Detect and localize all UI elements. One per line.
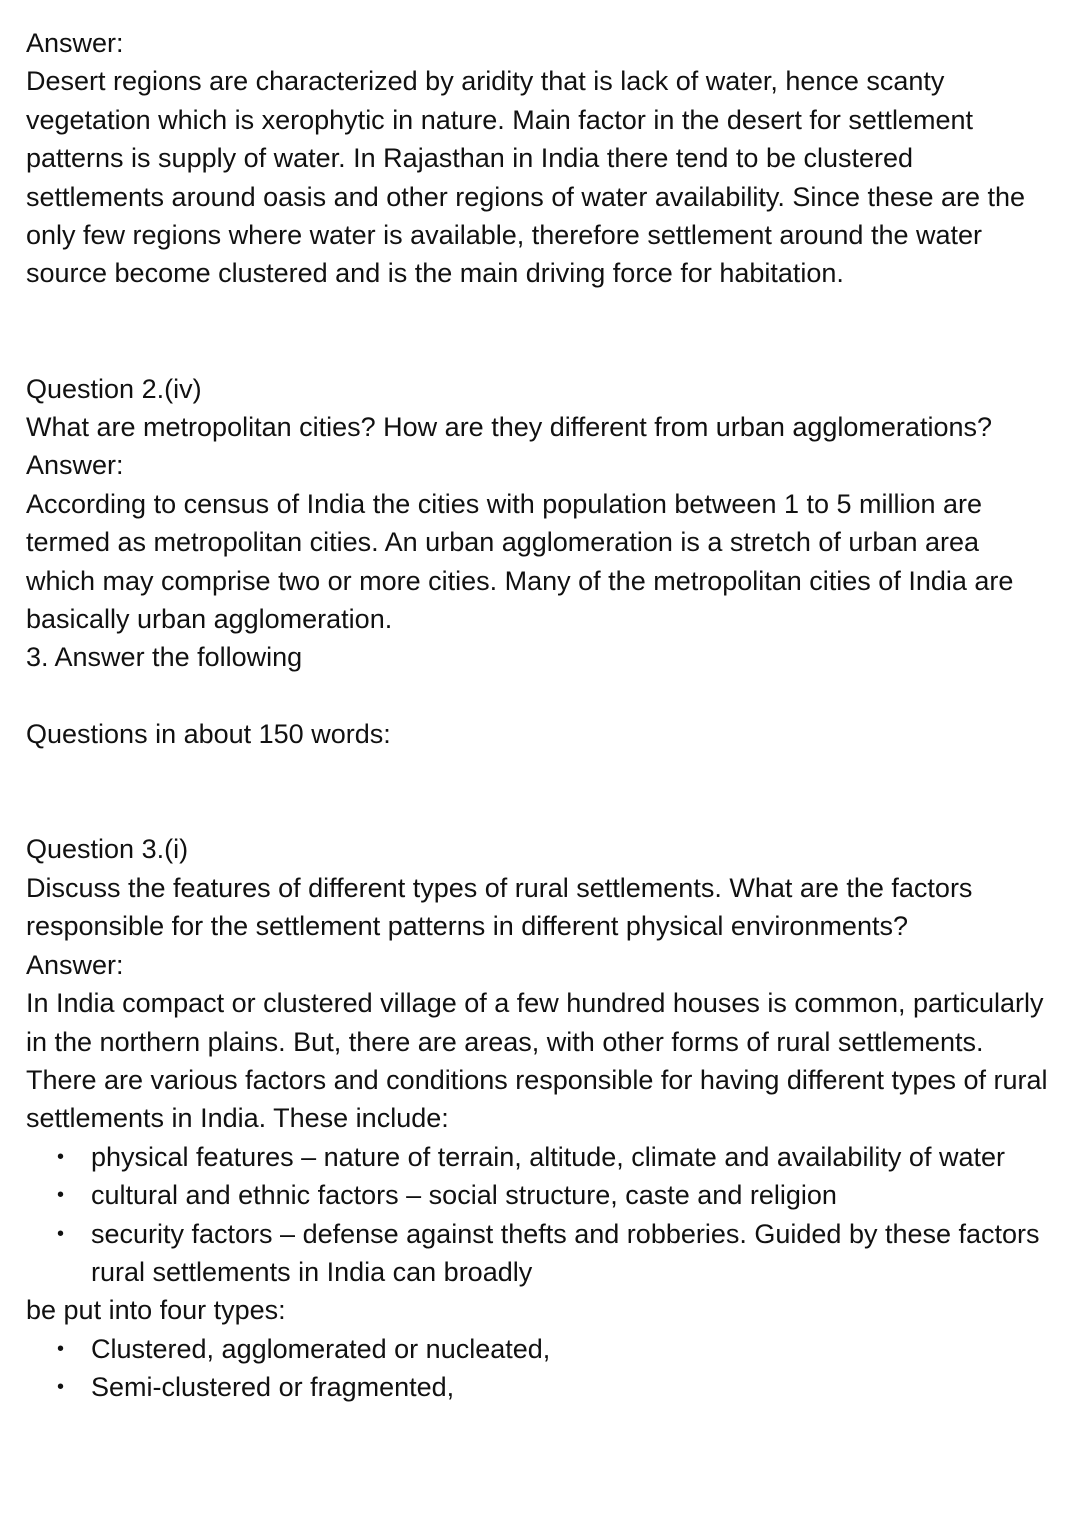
question-text: Discuss the features of different types of rural settlements. What are the factors responsible for the settlement patterns in different physical environments? bbox=[26, 872, 973, 942]
answer-label: Answer: bbox=[26, 28, 124, 58]
list-item: • Clustered, agglomerated or nucleated, bbox=[91, 1330, 1054, 1368]
types-intro: be put into four types: bbox=[26, 1295, 286, 1326]
list-item: • cultural and ethnic factors – social structure, caste and religion bbox=[91, 1176, 1054, 1214]
question-heading: Question 2.(iv) bbox=[26, 373, 202, 404]
types-list bbox=[26, 1330, 1054, 1407]
question-text: What are metropolitan cities? How are they different from urban agglomerations? bbox=[26, 412, 992, 443]
answer-text: In India compact or clustered village of a few hundred houses is common, particularly in the northern plains. But, there are areas, with other forms of rural settlements. There are various factors and conditions responsible for having different types of rural settlements in India. These include: bbox=[26, 988, 1048, 1134]
factors-list bbox=[26, 1138, 1054, 1292]
list-item: • security factors – defense against thefts and robberies. Guided by these factors rural settlements in India can broadly bbox=[91, 1215, 1054, 1292]
answer-text: Desert regions are characterized by aridity that is lack of water, hence scanty vegetation which is xerophytic in nature. Main factor in the desert for settlement patterns is supply of water. In Rajasthan in India there tend to be clustered settlements around oasis and other regions of water availability. Since these are the only few regions where water is available, therefore settlement around the water source become clustered and is the main driving force for habitation. bbox=[26, 66, 1026, 289]
answer-text: According to census of India the cities with population between 1 to 5 million are termed as metropolitan cities. An urban agglomeration is a stretch of urban area which may comprise two or more cities. Many of the metropolitan cities of India are basically urban agglomeration. bbox=[26, 488, 1014, 635]
question-heading: Question 3.(i) bbox=[26, 834, 189, 865]
section-heading: 3. Answer the following bbox=[26, 642, 303, 673]
spacer bbox=[26, 677, 1054, 715]
spacer bbox=[26, 293, 1054, 370]
list-item: • physical features – nature of terrain, altitude, climate and availability of water bbox=[91, 1138, 1054, 1176]
spacer bbox=[26, 754, 1054, 831]
section-subheading: Questions in about 150 words: bbox=[26, 719, 391, 750]
list-item: • Semi-clustered or fragmented, bbox=[91, 1368, 1054, 1406]
answer-label: Answer: bbox=[26, 450, 124, 481]
answer-label: Answer: bbox=[26, 949, 124, 980]
